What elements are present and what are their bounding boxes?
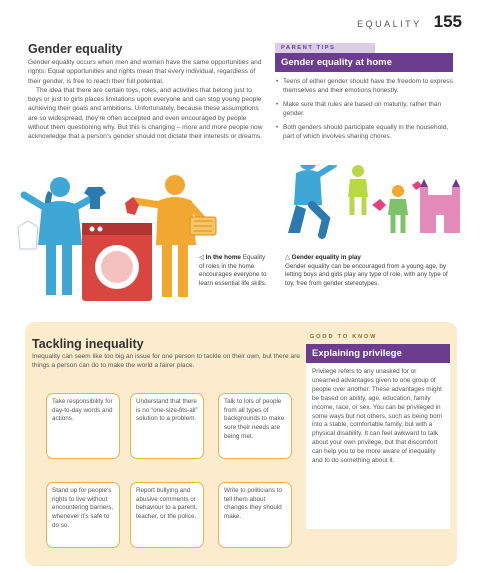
- gender-equality-heading: Gender equality: [28, 42, 123, 56]
- parent-tips-tag: PARENT TIPS: [275, 43, 375, 53]
- action-card: Understand that there is no “one-size-fits-all” solution to a problem.: [130, 393, 204, 459]
- gender-equality-para-2: The idea that there are certain toys, roles, and activities that belong just to boys or just to girls places limitations upon everyone and can stop young people achieving their goals and ambitions. Unfortunately, because these assumptions are so widespread, they’re often accepted and even encouraged by people without them questioning why. But this is changing – more and more people now acknowledge that a person’s gender should not dictate their interests or dreams.: [28, 86, 263, 141]
- good-to-know-text: Privilege refers to any unasked for or unearned advantages given to one group of people over another. These advantages might be based on ability, age, education, family income, race, or sex. You can be privileged in some ways but not others, such as being born into a stable, comfortable family, but with a physical disability. It can feel awkward to talk about your own privilege, but that discomfort can help you to be more aware of inequality and to do something about it.: [306, 363, 450, 529]
- washing-machine-illustration: [82, 223, 152, 301]
- parent-tips-box: [275, 43, 455, 148]
- caption-home-text: Equality of roles in the home encourages everyone to learn essential life skills.: [199, 254, 267, 287]
- action-card: Stand up for people’s rights to live without encountering barriers, whenever it’s safe to do so.: [46, 482, 120, 548]
- parent-tips-heading: Gender equality at home: [275, 53, 453, 72]
- action-card: Write to politicians to tell them about changes they should make.: [218, 482, 292, 548]
- kneeling-adult-illustration: [288, 165, 340, 235]
- parent-tip-item: • Make sure that rules are based on maturity, rather than gender.: [275, 101, 455, 118]
- gender-equality-para-1: Gender equality occurs when men and women have the same opportunities and rights. Equal opportunities and rights mean that every individual, regardless of their gender, is free to reach their full potential.: [28, 59, 262, 85]
- parent-tip-item: • Both genders should participate equally in the household, part of which involves sharing chores.: [275, 124, 455, 141]
- action-card: Report bullying and abusive comments or behaviour to a parent, teacher, or the police.: [130, 482, 204, 548]
- caption-play-title: Gender equality in play: [291, 254, 361, 261]
- caption-home: [199, 254, 267, 288]
- action-card: Talk to lots of people from all types of backgrounds to make sure their needs are being met.: [218, 393, 292, 459]
- caption-play-text: Gender equality can be encouraged from a young age, by letting boys and girls play any type of role, with any type of toy, free from gender stereotypes.: [285, 262, 448, 287]
- child-figures-illustration: [348, 165, 422, 233]
- tackling-inequality-heading: Tackling inequality: [32, 337, 144, 351]
- section-title: EQUALITY: [357, 19, 422, 29]
- page-header: [357, 12, 462, 32]
- parent-tips-list: [275, 78, 455, 142]
- tackling-inequality-intro: Inequality can seem like too big an issue for one person to tackle on their own, but there are things a person can do to make the world a fairer place.: [32, 353, 300, 370]
- arrow-left-icon: ◁: [199, 254, 204, 261]
- caption-play: [285, 254, 457, 288]
- parent-tip-item: • Teens of either gender should have the freedom to express themselves and their emotions honestly.: [275, 78, 455, 95]
- action-card: Take responsibility for day-to-day words and actions.: [46, 393, 120, 459]
- good-to-know-heading: Explaining privilege: [306, 344, 450, 363]
- good-to-know-box: [306, 334, 450, 529]
- caption-home-title: In the home: [205, 254, 241, 261]
- good-to-know-tag: GOOD TO KNOW: [310, 334, 378, 340]
- arrow-up-icon: △: [285, 254, 290, 261]
- gender-equality-body: [28, 58, 263, 142]
- page-number: 155: [433, 12, 462, 31]
- toy-castle-illustration: [420, 179, 460, 233]
